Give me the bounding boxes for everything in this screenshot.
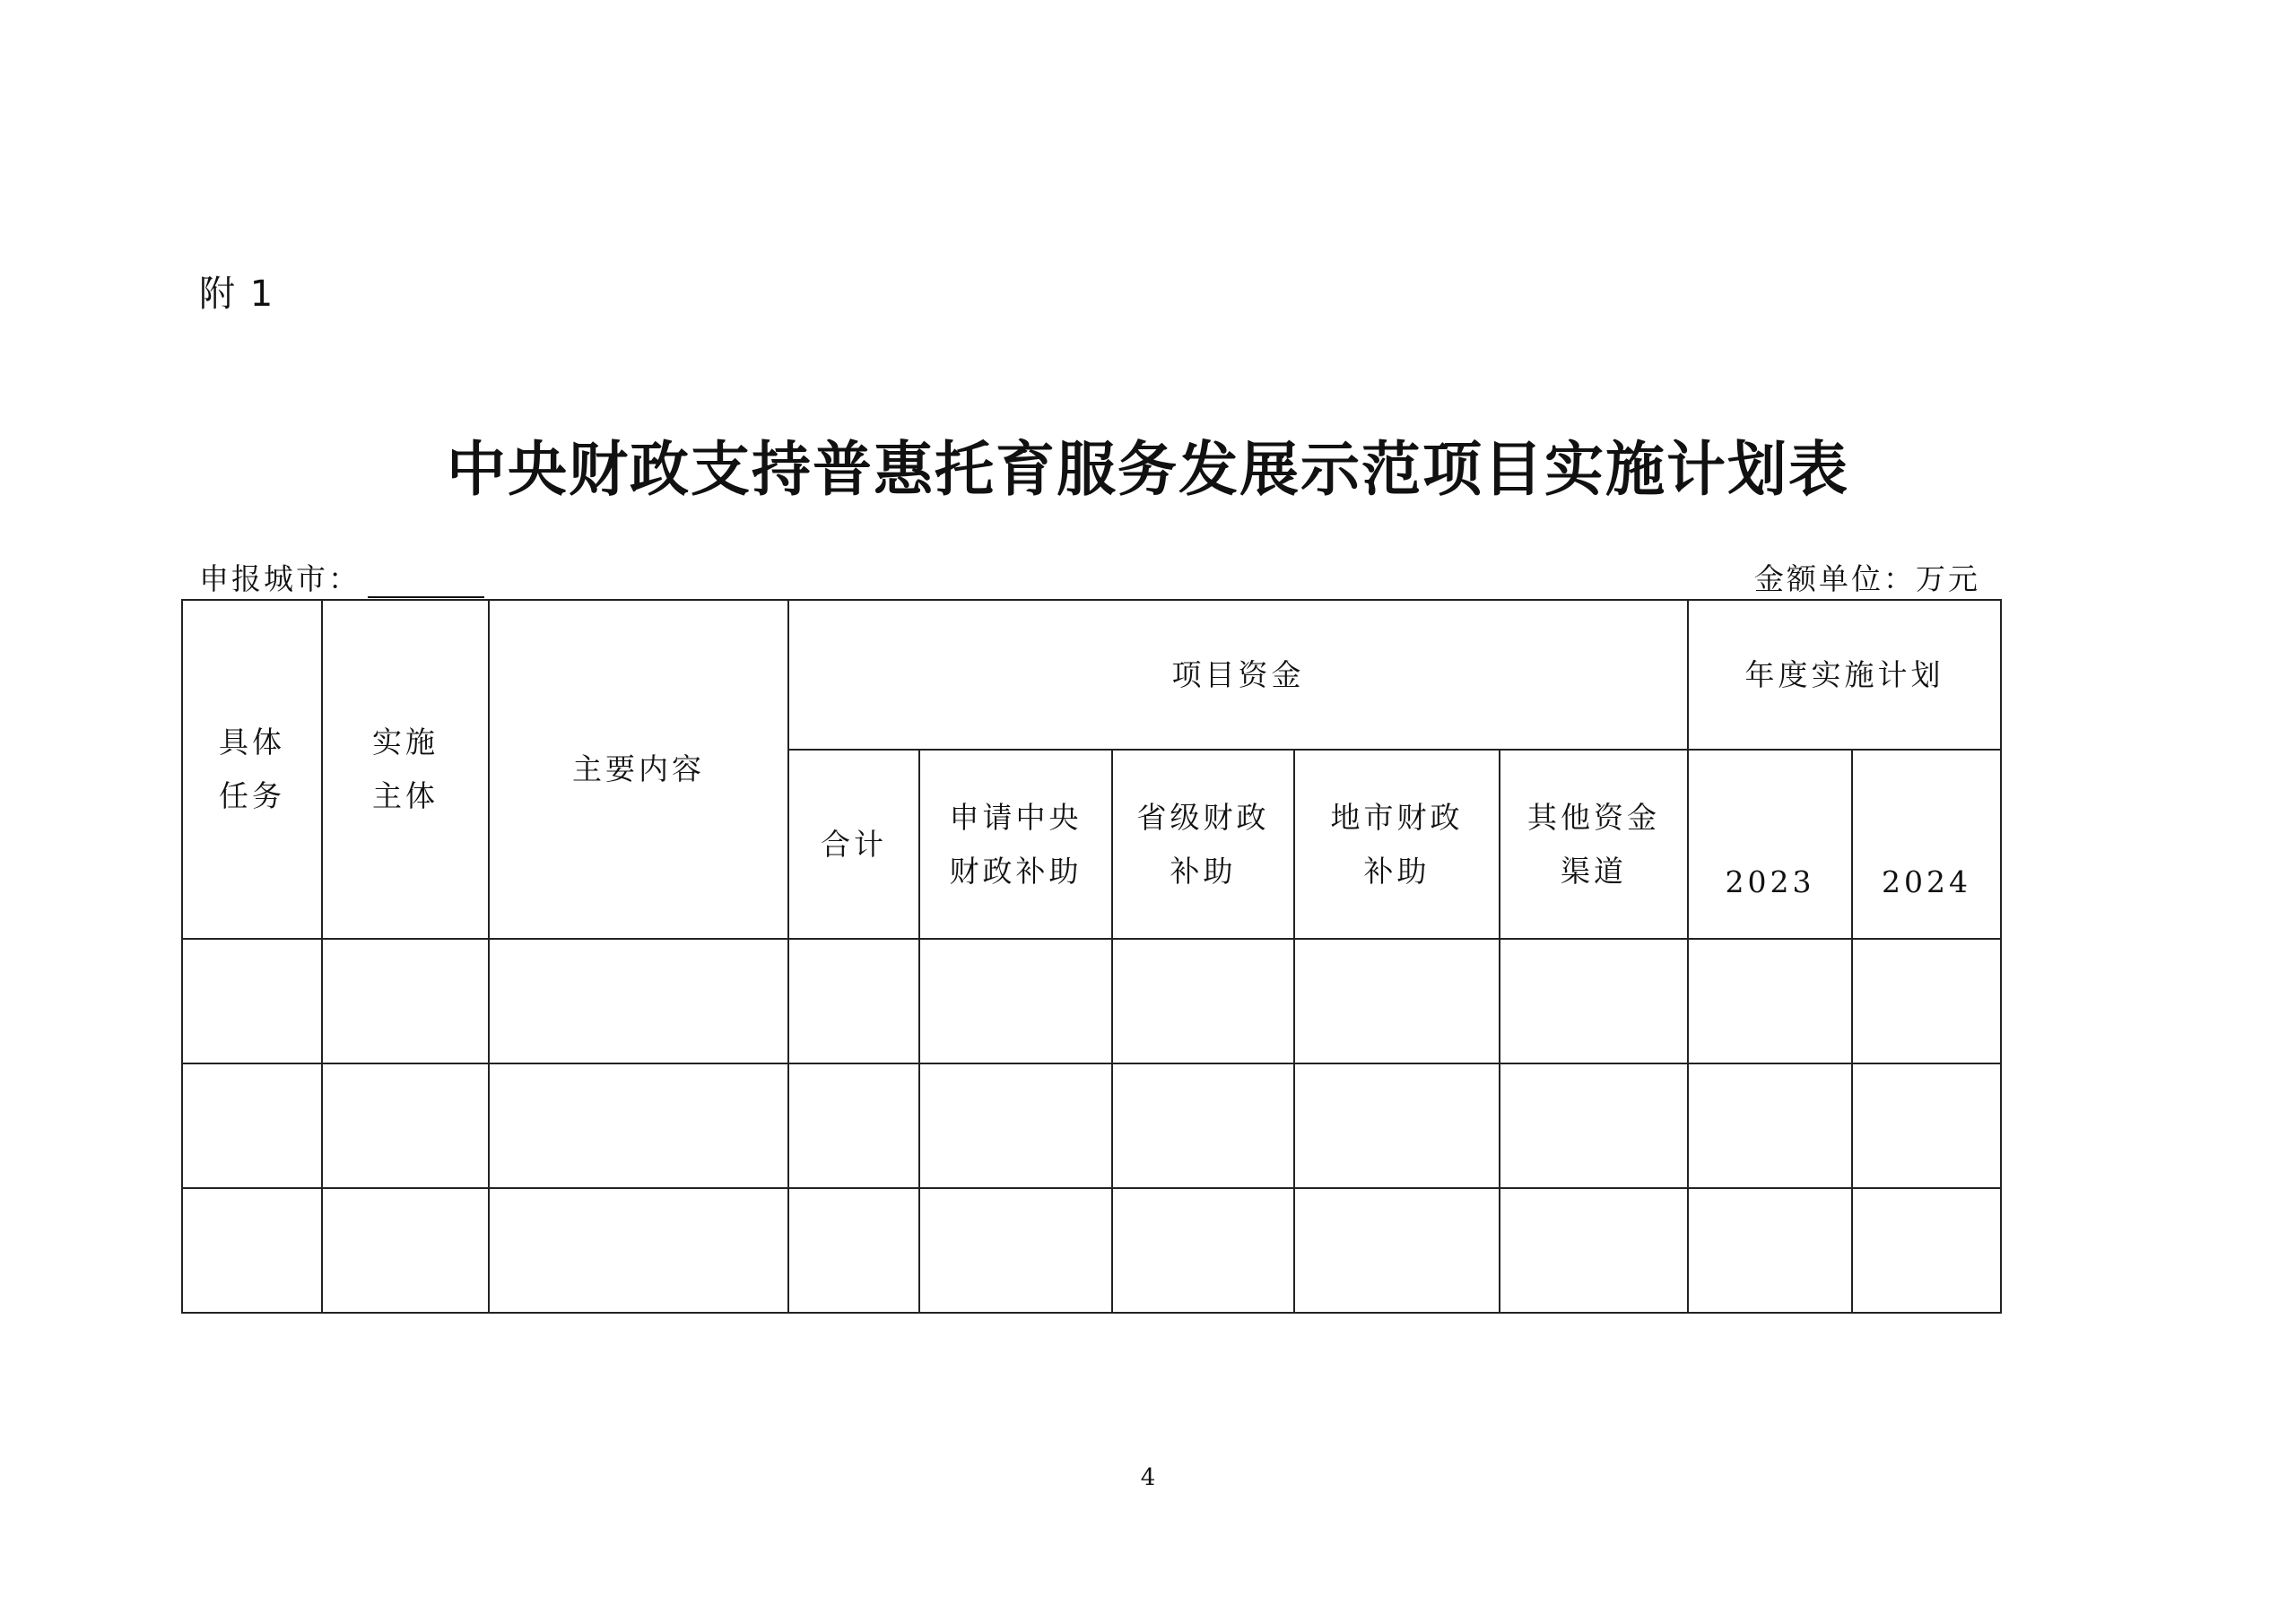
table-cell[interactable]: [182, 939, 322, 1063]
table-cell[interactable]: [1112, 1063, 1294, 1188]
table-cell[interactable]: [919, 1063, 1112, 1188]
table-cell[interactable]: [322, 1063, 489, 1188]
city-field: [199, 556, 484, 598]
document-title: 中央财政支持普惠托育服务发展示范项目实施计划表: [447, 434, 1849, 504]
header-year-2023: 2023: [1688, 750, 1852, 939]
table-cell[interactable]: [788, 1063, 919, 1188]
header-other-funds: 其他资金 渠道: [1500, 750, 1688, 939]
table-cell[interactable]: [1112, 939, 1294, 1063]
table-cell[interactable]: [1852, 1063, 2001, 1188]
table-row: [182, 939, 2001, 1063]
table-cell[interactable]: [788, 939, 919, 1063]
page-number: 4: [1140, 1464, 1156, 1491]
table-cell[interactable]: [1294, 1188, 1500, 1313]
table-cell[interactable]: [322, 939, 489, 1063]
table-row: [182, 1063, 2001, 1188]
header-task: 具体 任务: [182, 600, 322, 939]
header-content: 主要内容: [489, 600, 788, 939]
table-cell[interactable]: [489, 1063, 788, 1188]
city-blank-line[interactable]: [368, 566, 484, 598]
table-cell[interactable]: [1294, 939, 1500, 1063]
table-cell[interactable]: [182, 1063, 322, 1188]
table-cell[interactable]: [1500, 939, 1688, 1063]
table-cell[interactable]: [1500, 1063, 1688, 1188]
city-label: 申报城市：: [199, 561, 361, 596]
table-cell[interactable]: [182, 1188, 322, 1313]
table-cell[interactable]: [322, 1188, 489, 1313]
table-cell[interactable]: [1688, 939, 1852, 1063]
header-row-1: [182, 600, 2001, 656]
table-cell[interactable]: [1688, 1188, 1852, 1313]
table-cell[interactable]: [1852, 939, 2001, 1063]
table-cell[interactable]: [489, 939, 788, 1063]
table-cell[interactable]: [1112, 1188, 1294, 1313]
table-cell[interactable]: [1294, 1063, 1500, 1188]
header-total: 合计: [788, 750, 919, 939]
table-cell[interactable]: [919, 1188, 1112, 1313]
table-cell[interactable]: [919, 939, 1112, 1063]
header-funds-group: 项目资金: [788, 600, 1688, 750]
unit-label: 金额单位：万元: [1754, 561, 1980, 596]
table-cell[interactable]: [1500, 1188, 1688, 1313]
header-provincial-subsidy: 省级财政 补助: [1112, 750, 1294, 939]
header-annual-group: 年度实施计划: [1688, 600, 2001, 750]
table-row: [182, 1188, 2001, 1313]
attachment-label: 附 1: [199, 273, 275, 315]
header-central-subsidy: 申请中央 财政补助: [919, 750, 1112, 939]
plan-table: [181, 599, 2002, 1314]
table-cell[interactable]: [1852, 1188, 2001, 1313]
header-local-subsidy: 地市财政 补助: [1294, 750, 1500, 939]
table-cell[interactable]: [1688, 1063, 1852, 1188]
header-year-2024: 2024: [1852, 750, 2001, 939]
header-entity: 实施 主体: [322, 600, 489, 939]
table-cell[interactable]: [788, 1188, 919, 1313]
table-cell[interactable]: [489, 1188, 788, 1313]
